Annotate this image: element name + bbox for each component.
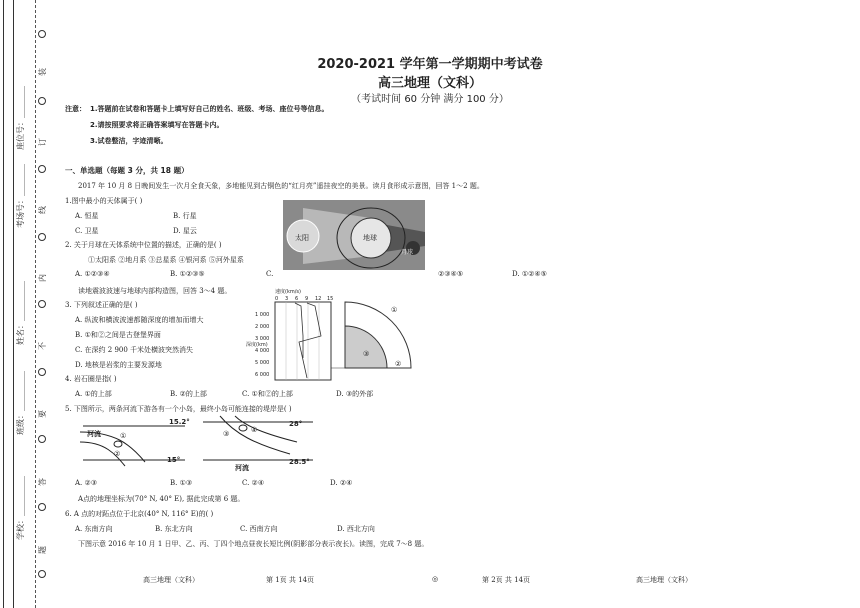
river-figure xyxy=(75,414,325,476)
seal-char: 答 xyxy=(38,478,47,486)
seal-hole xyxy=(38,368,46,376)
speed-tick: 12 xyxy=(315,296,322,302)
bank-marker: ① xyxy=(120,432,127,440)
latitude-label: 15° xyxy=(167,456,181,464)
earth-label: 地球 xyxy=(363,234,377,242)
bank-marker: ② xyxy=(114,450,121,458)
option[interactable]: C. ①和②的上部 xyxy=(242,390,293,398)
question-stem: 1.图中最小的天体属于( ) xyxy=(65,197,143,205)
question-intro: 2017 年 10 月 8 日晚间发生一次月全食天象，多地能见到古铜色的“红月亮”遥挂夜空的美景。读月食形成示意图，回答 1～2 题。 xyxy=(78,182,484,190)
school-field[interactable]: 学校：__________ xyxy=(16,476,25,540)
question-stem: 2. 关于月球在天体系统中位置的描述，正确的是( ) xyxy=(65,241,222,249)
depth-tick: 1 000 xyxy=(255,312,270,318)
speed-tick: 15 xyxy=(327,296,334,302)
footer-mark: ◎ xyxy=(432,575,439,583)
layer-label: ③ xyxy=(363,350,370,358)
section-heading: 一、单选题（每题 3 分，共 18 题） xyxy=(65,166,189,175)
speed-axis-label: 速度(km/s) xyxy=(275,289,301,295)
question-stem: 5. 下图所示，两条河流下游各有一个小岛，最终小岛可能连接的堤岸是( ) xyxy=(65,405,292,413)
river-label: 河流 xyxy=(235,464,249,472)
seal-hole xyxy=(38,233,46,241)
depth-tick: 6 000 xyxy=(255,372,270,378)
option[interactable]: D. ③的外部 xyxy=(336,390,374,398)
speed-tick: 0 xyxy=(275,296,279,302)
option[interactable]: A. 纵波和横波波速都随深度的增加而增大 xyxy=(75,316,204,324)
option[interactable]: C. xyxy=(266,270,274,278)
note-item: 3.试卷整洁，字迹清晰。 xyxy=(90,137,168,145)
bank-marker: ④ xyxy=(251,426,258,434)
moon-label: 月球 xyxy=(401,249,414,256)
footer-subject: 高三地理（文科） xyxy=(636,576,692,584)
speed-tick: 3 xyxy=(285,296,289,302)
question-intro: A点的地理坐标为(70° N, 40° E), 据此完成第 6 题。 xyxy=(78,495,245,503)
option[interactable]: B. ①和②之间是古登堡界面 xyxy=(75,331,161,339)
question-choices: ①太阳系 ②地月系 ③总星系 ④银河系 ⑤河外星系 xyxy=(88,256,244,264)
layer-label: ② xyxy=(395,360,402,368)
question-stem: 4. 岩石圈是指( ) xyxy=(65,375,117,383)
seal-hole xyxy=(38,503,46,511)
depth-tick: 5 000 xyxy=(255,360,270,366)
option[interactable]: D. 西北方向 xyxy=(337,525,375,533)
exam-meta: （考试时间 60 分钟 满分 100 分） xyxy=(351,94,509,105)
option[interactable]: A. 恒星 xyxy=(75,212,99,220)
option[interactable]: B. 行星 xyxy=(173,212,197,220)
option[interactable]: C. 卫星 xyxy=(75,227,99,235)
seal-char: 不 xyxy=(38,342,47,350)
depth-axis-label: 深度(km) xyxy=(246,342,268,348)
latitude-label: 15.2° xyxy=(169,418,190,426)
option[interactable]: B. ①②③⑤ xyxy=(170,270,205,278)
question-intro: 下图示意 2016 年 10 月 1 日甲、乙、丙、丁四个地点昼夜长短比例(阴影部分表示夜长)。读图，完成 7～8 题。 xyxy=(78,540,429,548)
note-item: 1.答题前在试卷和答题卡上填写好自己的姓名、班级、考场、座位号等信息。 xyxy=(90,105,329,113)
footer-subject: 高三地理（文科） xyxy=(143,576,199,584)
exam-room-field[interactable]: 考场号：________ xyxy=(16,164,25,228)
option[interactable]: A. ①的上部 xyxy=(75,390,112,398)
latitude-label: 28° xyxy=(289,420,303,428)
seal-char: 装 xyxy=(38,68,47,76)
option[interactable]: D. ①②④⑤ xyxy=(512,270,547,278)
exam-subtitle: 高三地理（文科） xyxy=(377,76,482,91)
island xyxy=(239,425,247,431)
question-stem: 6. A 点的对跖点位于北京(40° N, 116° E)的( ) xyxy=(65,510,214,518)
question-intro: 读地震波波速与地球内部构造图，回答 3～4 题。 xyxy=(78,287,232,295)
seal-char: 线 xyxy=(38,206,47,214)
option[interactable]: B. ②的上部 xyxy=(170,390,207,398)
name-field[interactable]: 姓名：__________ xyxy=(16,281,25,345)
layer-label: ① xyxy=(391,306,398,314)
exam-title: 2020-2021 学年第一学期期中考试卷 xyxy=(317,57,543,72)
depth-tick: 3 000 xyxy=(255,336,270,342)
speed-tick: 9 xyxy=(305,296,309,302)
seal-hole xyxy=(38,435,46,443)
note-item: 2.请按照要求将正确答案填写在答题卡内。 xyxy=(90,121,224,129)
class-field[interactable]: 班级：__________ xyxy=(16,371,25,435)
seal-hole xyxy=(38,165,46,173)
sun-label: 太阳 xyxy=(295,234,309,242)
option[interactable]: D. 地核是岩浆的主要发源地 xyxy=(75,361,162,369)
option[interactable]: A. ②③ xyxy=(75,479,98,487)
footer-page: 第 1页 共 14页 xyxy=(266,576,315,584)
river-label: 河流 xyxy=(87,430,101,438)
option[interactable]: A. ①②③④ xyxy=(75,270,110,278)
seal-char: 订 xyxy=(38,138,47,146)
seal-char: 要 xyxy=(38,410,47,418)
option[interactable]: B. ①③ xyxy=(170,479,193,487)
seal-char: 题 xyxy=(38,546,47,554)
bank-marker: ③ xyxy=(223,430,230,438)
question-stem: 3. 下列叙述正确的是( ) xyxy=(65,301,138,309)
seismic-figure xyxy=(245,286,415,382)
option[interactable]: A. 东南方向 xyxy=(75,525,113,533)
island xyxy=(114,441,122,447)
seal-hole xyxy=(38,300,46,308)
seat-number-field[interactable]: 座位号：________ xyxy=(16,86,25,150)
speed-tick: 6 xyxy=(295,296,299,302)
option[interactable]: D. ②④ xyxy=(330,479,353,487)
p-wave-curve xyxy=(299,303,321,378)
s-wave-curve xyxy=(295,303,303,358)
option-answer-text: ②③④⑤ xyxy=(438,270,464,278)
option[interactable]: C. 在深约 2 900 千米处横波突然消失 xyxy=(75,346,194,354)
option[interactable]: B. 东北方向 xyxy=(155,525,193,533)
depth-tick: 2 000 xyxy=(255,324,270,330)
option[interactable]: C. ②④ xyxy=(242,479,265,487)
option[interactable]: D. 星云 xyxy=(173,227,197,235)
option[interactable]: C. 西南方向 xyxy=(240,525,278,533)
seal-hole xyxy=(38,30,46,38)
seal-char: 内 xyxy=(38,274,47,282)
footer-page: 第 2页 共 14页 xyxy=(482,576,531,584)
depth-tick: 4 000 xyxy=(255,348,270,354)
seal-hole xyxy=(38,570,46,578)
eclipse-figure xyxy=(283,200,425,270)
notes-label: 注意： xyxy=(65,105,86,113)
latitude-label: 28.5° xyxy=(289,458,310,466)
